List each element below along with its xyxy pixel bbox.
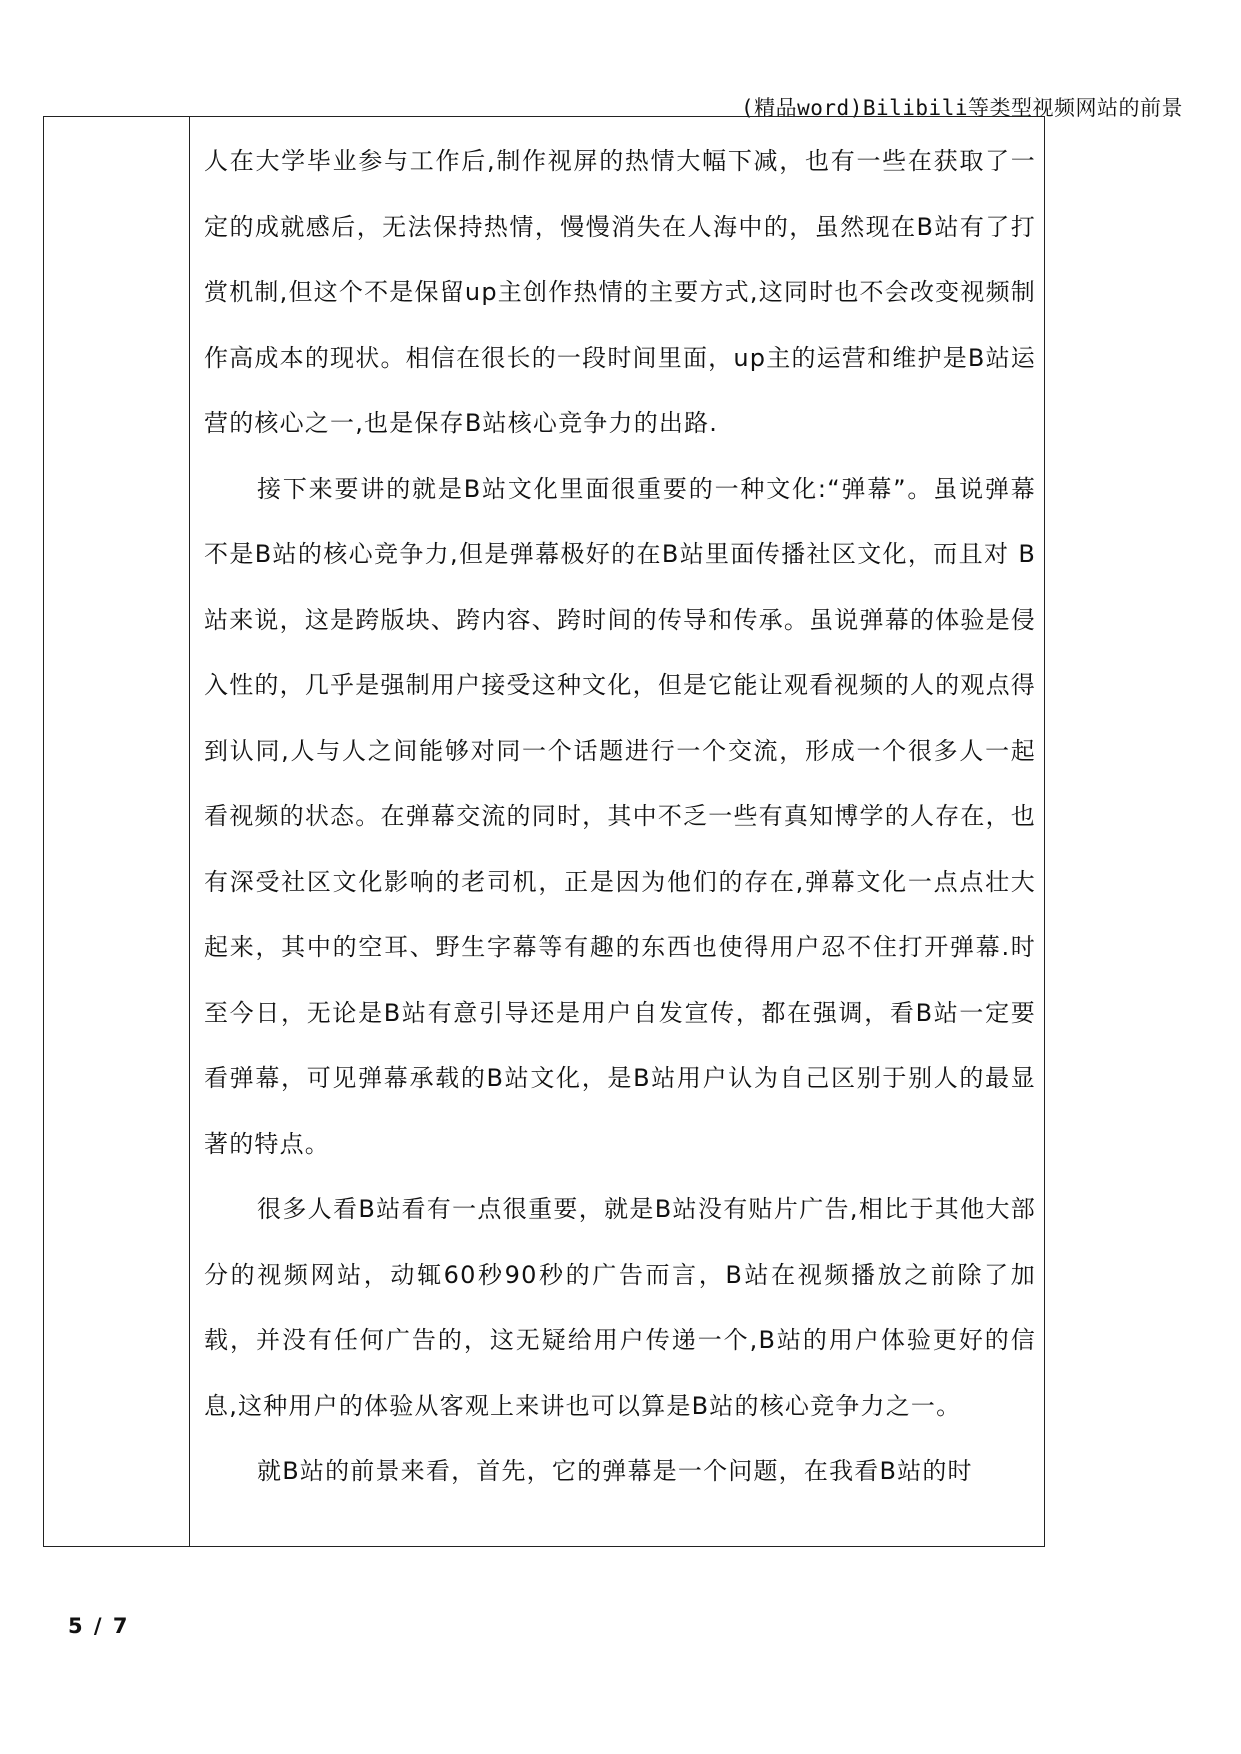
paragraph-prospects: 就B站的前景来看，首先，它的弹幕是一个问题，在我看B站的时 bbox=[257, 1457, 973, 1485]
paragraph-no-ads: 很多人看B站看有一点很重要，就是B站没有贴片广告,相比于其他大部分的视频网站，动辄60秒90秒的广告而言，B站在视频播放之前除了加载，并没有任何广告的，这无疑给用户传递一个,B站的用户体验更好的信息,这种用户的体验从客观上来讲也可以算是B站的核心竞争力之一。 bbox=[204, 1195, 1036, 1420]
content-table bbox=[43, 116, 1045, 1547]
table-text-cell bbox=[204, 129, 1036, 1505]
table-column-divider bbox=[189, 117, 190, 1546]
paragraph-danmaku-culture: 接下来要讲的就是B站文化里面很重要的一种文化:“弹幕”。虽说弹幕不是B站的核心竞争力,但是弹幕极好的在B站里面传播社区文化，而且对 B 站来说，这是跨版块、跨内容、跨时间的传导和传承。虽说弹幕的体验是侵入性的，几乎是强制用户接受这种文化，但是它能让观看视频的人的观点得到认同,人与人之间能够对同一个话题进行一个交流，形成一个很多人一起看视频的状态。在弹幕交流的同时，其中不乏一些有真知博学的人存在，也有深受社区文化影响的老司机，正是因为他们的存在,弹幕文化一点点壮大起来，其中的空耳、野生字幕等有趣的东西也使得用户忍不住打开弹幕.时至今日，无论是B站有意引导还是用户自发宣传，都在强调，看B站一定要看弹幕，可见弹幕承载的B站文化，是B站用户认为自己区别于别人的最显著的特点。 bbox=[204, 474, 1036, 1158]
paragraph-up-creators: 人在大学毕业参与工作后,制作视屏的热情大幅下减，也有一些在获取了一定的成就感后，无法保持热情，慢慢消失在人海中的，虽然现在B站有了打赏机制,但这个不是保留up主创作热情的主要方式,这同时也不会改变视频制作高成本的现状。相信在很长的一段时间里面，up主的运营和维护是B站运营的核心之一,也是保存B站核心竞争力的出路. bbox=[204, 147, 1036, 437]
running-header-title: (精品word)Bilibili等类型视频网站的前景 bbox=[740, 96, 1183, 120]
page-number: 5 / 7 bbox=[68, 1614, 130, 1638]
